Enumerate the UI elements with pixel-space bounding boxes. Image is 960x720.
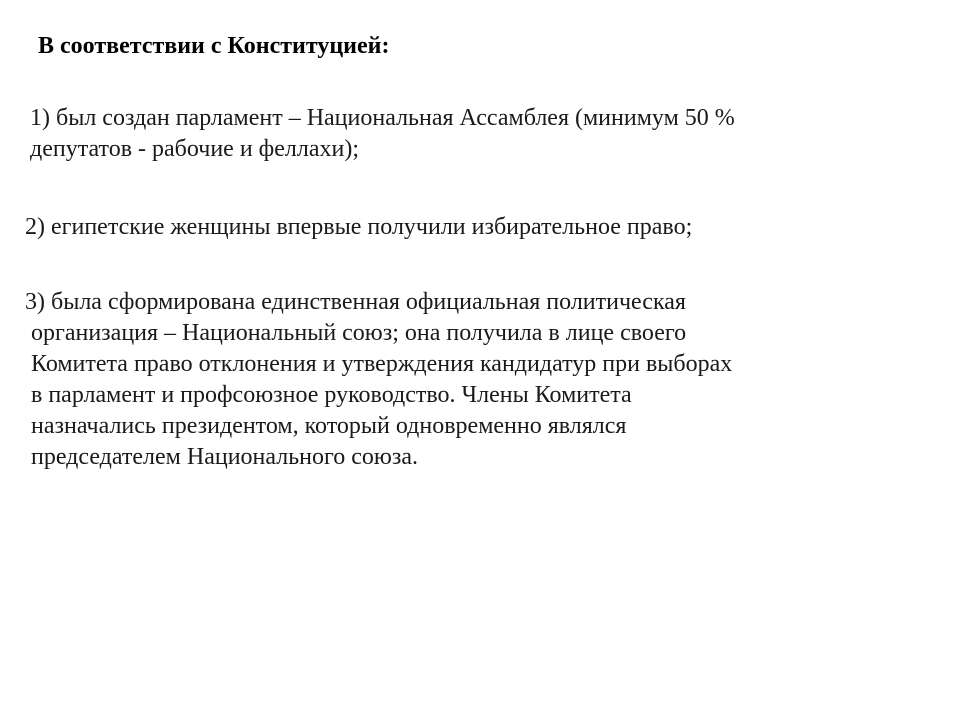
point-1-line-2: депутатов - рабочие и феллахи); xyxy=(30,136,359,162)
slide-heading: В соответствии с Конституцией: xyxy=(38,33,390,59)
point-3-line-6: председателем Национального союза. xyxy=(31,444,418,470)
point-3-line-1: 3) была сформирована единственная официальная политическая xyxy=(25,289,686,315)
point-3-line-3: Комитета право отклонения и утверждения кандидатур при выборах xyxy=(31,351,733,377)
point-1-line-1: 1) был создан парламент – Национальная Ассамблея (минимум 50 % xyxy=(30,105,735,131)
point-1-parliament xyxy=(30,103,735,165)
point-3-line-2: организация – Национальный союз; она получила в лице своего xyxy=(31,320,687,346)
point-2-line-1: 2) египетские женщины впервые получили избирательное право; xyxy=(25,214,693,240)
point-2-women-suffrage xyxy=(25,212,692,243)
point-3-line-5: назначались президентом, который одновременно являлся xyxy=(31,413,627,439)
point-3-line-4: в парламент и профсоюзное руководство. Члены Комитета xyxy=(31,382,632,408)
point-3-national-union xyxy=(25,287,732,473)
